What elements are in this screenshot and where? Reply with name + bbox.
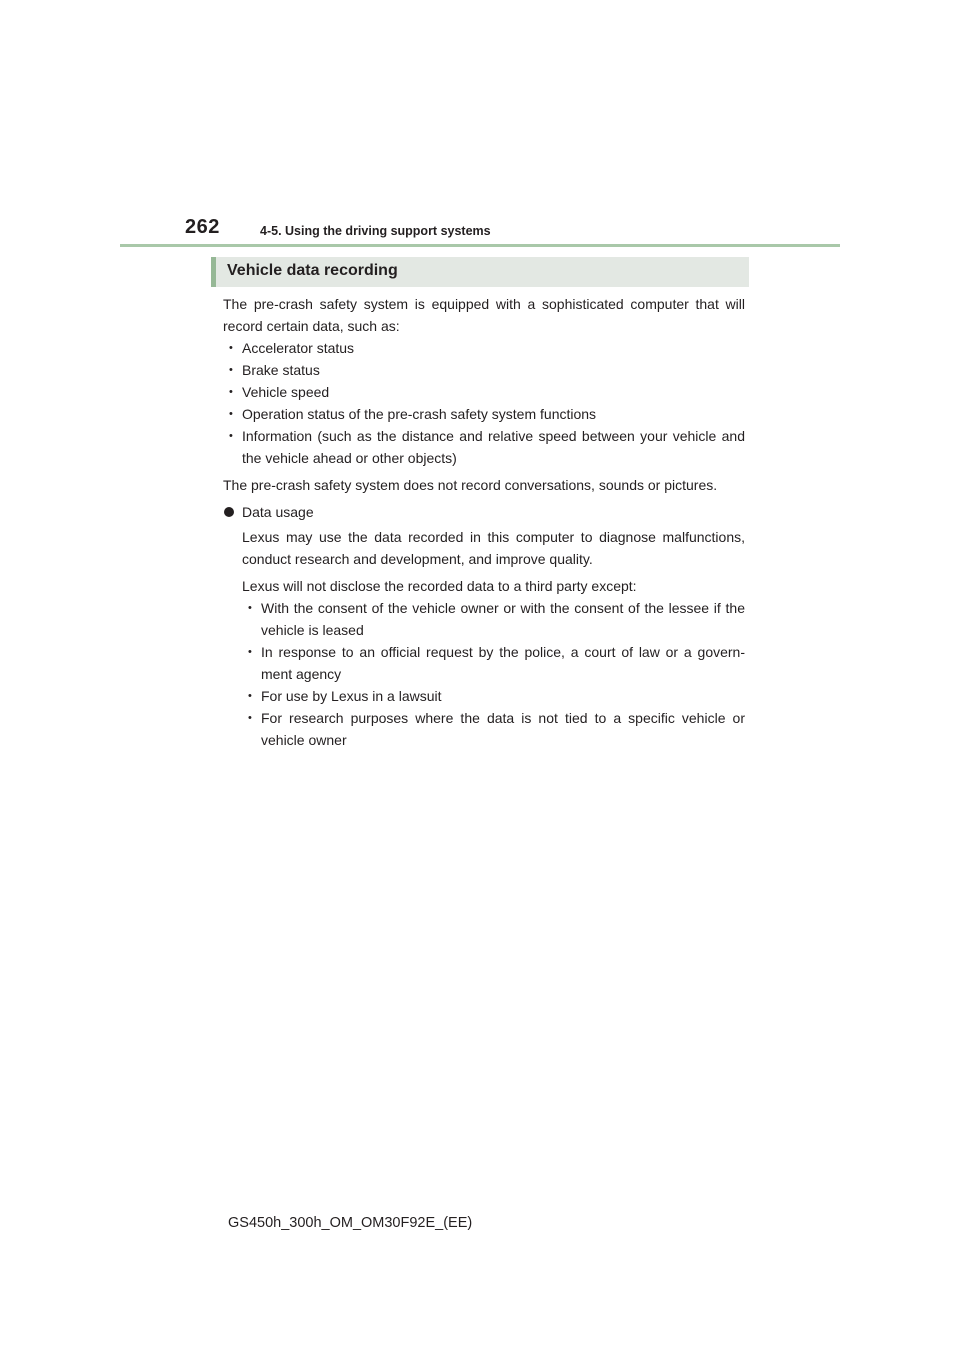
section-title: 4-5. Using the driving support systems	[260, 224, 491, 238]
list-item: • Accelerator status	[223, 337, 745, 359]
list-item: • Information (such as the distance and relative speed between your vehicle and the vehicle ahead or other objects)	[223, 425, 745, 469]
data-usage-body	[223, 526, 745, 751]
data-usage-title: Data usage	[242, 504, 314, 520]
page-number: 262	[185, 216, 220, 238]
footer-doc-code: GS450h_300h_OM_OM30F92E_(EE)	[228, 1215, 473, 1231]
heading-bar	[211, 257, 749, 287]
data-usage-paragraph: Lexus may use the data recorded in this computer to diagnose malfunctions, conduct research and development, and improve quality.	[242, 529, 745, 567]
data-usage-heading	[223, 501, 745, 523]
list-item: • Vehicle speed	[223, 381, 745, 403]
list-item: • Brake status	[223, 359, 745, 381]
list-item: • Operation status of the pre-crash safety system functions	[223, 403, 745, 425]
content	[223, 293, 745, 751]
exceptions-list	[242, 597, 745, 751]
intro-paragraph: The pre-crash safety system is equipped with a sophisticated computer that will record certain data, such as:	[223, 296, 745, 334]
recorded-items-list	[223, 337, 745, 469]
disclosure-paragraph: Lexus will not disclose the recorded data to a third party except:	[242, 578, 637, 594]
circle-bullet-icon	[224, 507, 234, 517]
heading-text: Vehicle data recording	[227, 262, 398, 279]
list-item: • In response to an official request by the police, a court of law or a govern-ment agency	[242, 641, 745, 685]
list-item: • For use by Lexus in a lawsuit	[242, 685, 745, 707]
header-rule	[120, 244, 840, 247]
list-item: • For research purposes where the data is not tied to a specific vehicle or vehicle owner	[242, 707, 745, 751]
list-item: • With the consent of the vehicle owner or with the consent of the lessee if the vehicle is leased	[242, 597, 745, 641]
no-record-note: The pre-crash safety system does not record conversations, sounds or pictures.	[223, 477, 718, 493]
